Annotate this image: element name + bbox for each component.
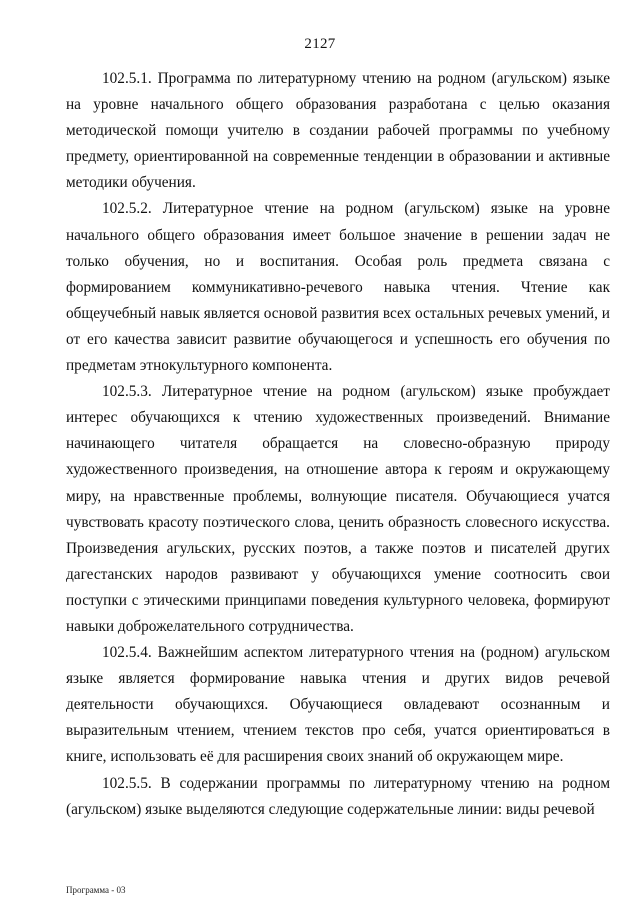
paragraph-102-5-1: 102.5.1. Программа по литературному чтению на родном (агульском) языке на уровне начального общего образования разработана с целью оказания методической помощи учителю в создании рабочей программы по учебному предмету, ориентированной на современные тенденции в образовании и активные методики обучения. bbox=[66, 70, 610, 192]
paragraph-102-5-5: 102.5.5. В содержании программы по литературному чтению на родном (агульском) языке выделяются следующие содержательные линии: виды речевой bbox=[66, 774, 610, 818]
page-footer: Программа - 03 bbox=[66, 885, 126, 895]
page-number: 2127 bbox=[304, 36, 336, 52]
paragraph-102-5-4: 102.5.4. Важнейшим аспектом литературного чтения на (родном) агульском языке является формирование навыка чтения и других видов речевой деятельности обучающихся. Обучающиеся овладевают осознанным и выразительным чтением, чтением текстов про себя, учатся ориентироваться в книге, использовать её для расширения своих знаний об окружающем мире. bbox=[66, 644, 610, 766]
paragraph-102-5-2: 102.5.2. Литературное чтение на родном (агульском) языке на уровне начального общего образования имеет большое значение в решении задач не только обучения, но и воспитания. Особая роль предмета связана с формированием коммуникативно-речевого навыка чтения. Чтение как общеучебный навык является основой развития всех остальных речевых умений, и от его качества зависит развитие обучающегося и успешность его обучения по предметам этнокультурного компонента. bbox=[66, 200, 610, 375]
paragraph-102-5-3: 102.5.3. Литературное чтение на родном (агульском) языке пробуждает интерес обучающихся к чтению художественных произведений. Внимание начинающего читателя обращается на словесно-образную природу художественного произведения, на отношение автора к героям и окружающему миру, на нравственные проблемы, волнующие писателя. Обучающиеся учатся чувствовать красоту поэтического слова, ценить образность словесного искусства. Произведения агульских, русских поэтов, а также поэтов и писателей других дагестанских народов развивают у обучающихся умение соотносить свои поступки с этическими принципами поведения культурного человека, формируют навыки доброжелательного сотрудничества. bbox=[66, 383, 610, 635]
document-body bbox=[66, 66, 610, 823]
